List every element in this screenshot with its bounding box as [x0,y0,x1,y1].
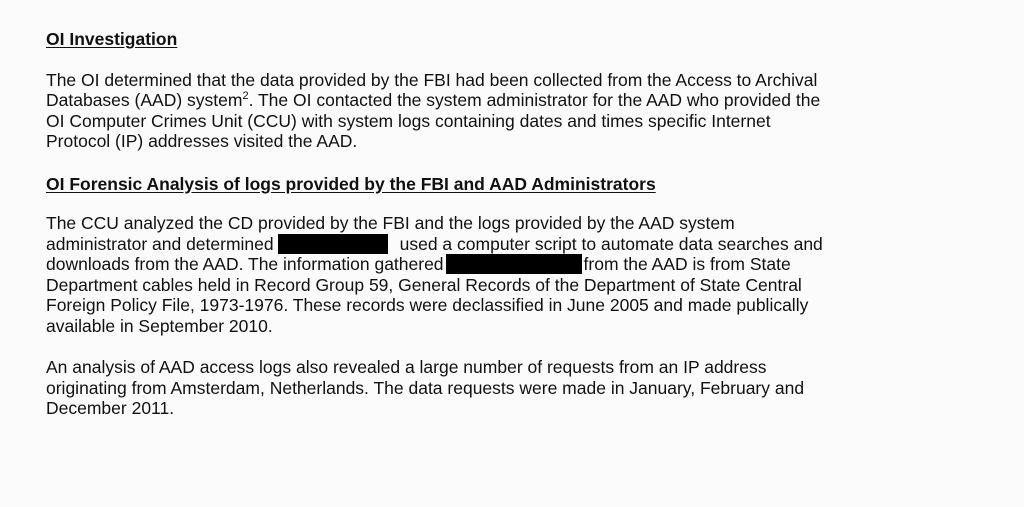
text-fragment: . The OI contacted the system administrator for the AAD who provided the [248,90,821,110]
text-line [46,254,986,275]
text-line: An analysis of AAD access logs also revealed a large number of requests from an IP address [46,357,767,377]
paragraph-amsterdam-requests [46,357,986,419]
text-fragment: administrator and determined [46,233,274,254]
text-line: December 2011. [46,398,175,418]
text-fragment: downloads from the AAD. The information gathered [46,254,444,274]
text-line [46,234,986,255]
section-heading-forensic-analysis: OI Forensic Analysis of logs provided by the FBI and AAD Administrators [46,173,656,194]
paragraph-oi-investigation [46,70,986,152]
redaction-block [278,234,388,254]
text-line: originating from Amsterdam, Netherlands. The data requests were made in January, February and [46,377,805,398]
text-line [46,90,986,111]
text-fragment: from the AAD is from State [583,254,791,274]
text-line: The OI determined that the data provided by the FBI had been collected from the Access to Archival [46,69,818,90]
text-line: Department cables held in Record Group 59, General Records of the Department of State Central [46,274,802,295]
text-fragment: Databases (AAD) system [46,90,243,110]
redaction-block [446,254,582,274]
text-line: The CCU analyzed the CD provided by the FBI and the logs provided by the AAD system [46,213,735,233]
text-line: Protocol (IP) addresses visited the AAD. [46,131,358,151]
footnote-ref: 2 [242,90,249,103]
document-body [46,29,986,419]
text-fragment: used a computer script to automate data searches and [399,233,823,254]
section-heading-oi-investigation: OI Investigation [46,29,178,49]
text-line: available in September 2010. [46,315,273,336]
paragraph-forensic-analysis [46,213,986,336]
text-line: OI Computer Crimes Unit (CCU) with system logs containing dates and times specific Internet [46,110,771,131]
text-line: Foreign Policy File, 1973-1976. These records were declassified in June 2005 and made publically [46,295,809,315]
